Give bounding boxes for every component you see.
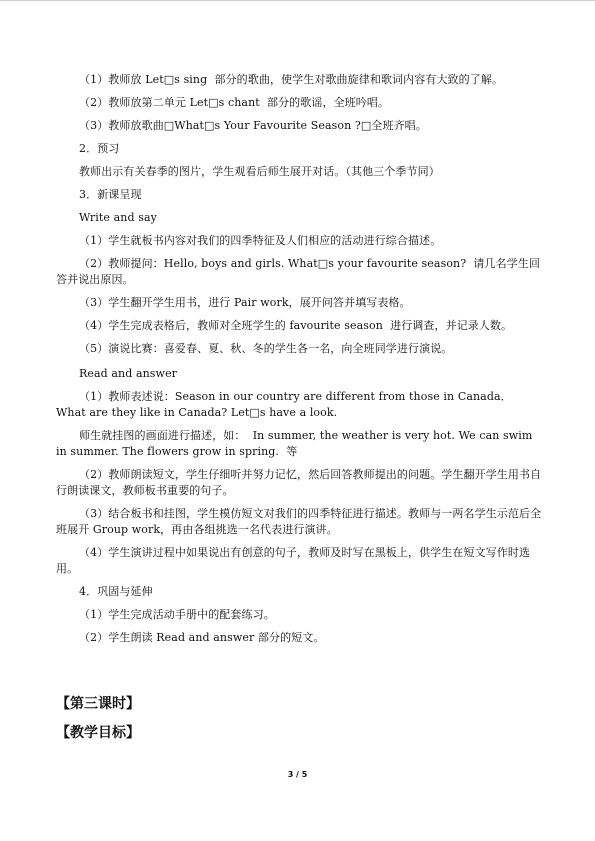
paragraph: 教师出示有关春季的图片，学生观看后师生展开对话。（其他三个季节同） (79, 165, 440, 178)
paragraph: （4）学生演讲过程中如果说出有创意的句子，教师及时写在黑板上，供学生在短文写作时选用。 (56, 546, 531, 575)
paragraph: （4）学生完成表格后，教师对全班学生的 favourite season 进行调查，并记录人数。 (79, 319, 513, 332)
paragraph: （3）学生翻开学生用书，进行 Pair work，展开问答并填写表格。 (79, 296, 411, 309)
paragraph: （2）教师朗读短文，学生仔细听并努力记忆，然后回答教师提出的问题。学生翻开学生用书自行朗读课文，教师板书重要的句子。 (56, 468, 542, 497)
heading-teaching-objectives: 【教学目标】 (56, 725, 140, 741)
paragraph: （2）教师提问：Hello, boys and girls. What□s your favourite season? 请几名学生回答并说出原因。 (56, 257, 541, 286)
subheading: Read and answer (79, 367, 178, 380)
page-number: 3 / 5 (287, 770, 308, 779)
document-body (56, 72, 542, 653)
paragraph: （1）学生就板书内容对我们的四季特征及人们相应的活动进行综合描述。 (79, 234, 442, 247)
paragraph: （3）结合板书和挂图，学生模仿短文对我们的四季特征进行描述。教师与一两名学生示范后全班展开 Group work，再由各组挑选一名代表进行演讲。 (56, 507, 542, 536)
top-border (0, 0, 595, 1)
paragraph: （1）教师表述说：Season in our country are different from those in Canada． What are they like in Canada? Let□s have a look. (56, 390, 519, 419)
paragraph: （2）学生朗读 Read and answer 部分的短文。 (79, 631, 325, 644)
paragraph: （3）教师放歌曲□What□s Your Favourite Season ?□全班齐唱。 (79, 119, 427, 132)
paragraph: （1）学生完成活动手册中的配套练习。 (79, 608, 275, 621)
section-heading: 2．预习 (79, 142, 120, 155)
paragraph: （5）演说比赛：喜爱春、夏、秋、冬的学生各一名，向全班同学进行演说。 (79, 342, 453, 355)
section-heading: 4．巩固与延伸 (79, 585, 153, 598)
subheading: Write and say (79, 211, 157, 224)
heading-third-lesson: 【第三课时】 (56, 696, 140, 712)
section-heading: 3．新课呈现 (79, 188, 142, 201)
paragraph: （1）教师放 Let□s sing 部分的歌曲，使学生对歌曲旋律和歌词内容有大致的了解。 (79, 73, 504, 86)
paragraph: （2）教师放第二单元 Let□s chant 部分的歌谣，全班吟唱。 (79, 96, 390, 109)
paragraph: 师生就挂图的画面进行描述，如： In summer, the weather is very hot. We can swim in summer. The flowers grow in spring. 等 (56, 429, 537, 458)
